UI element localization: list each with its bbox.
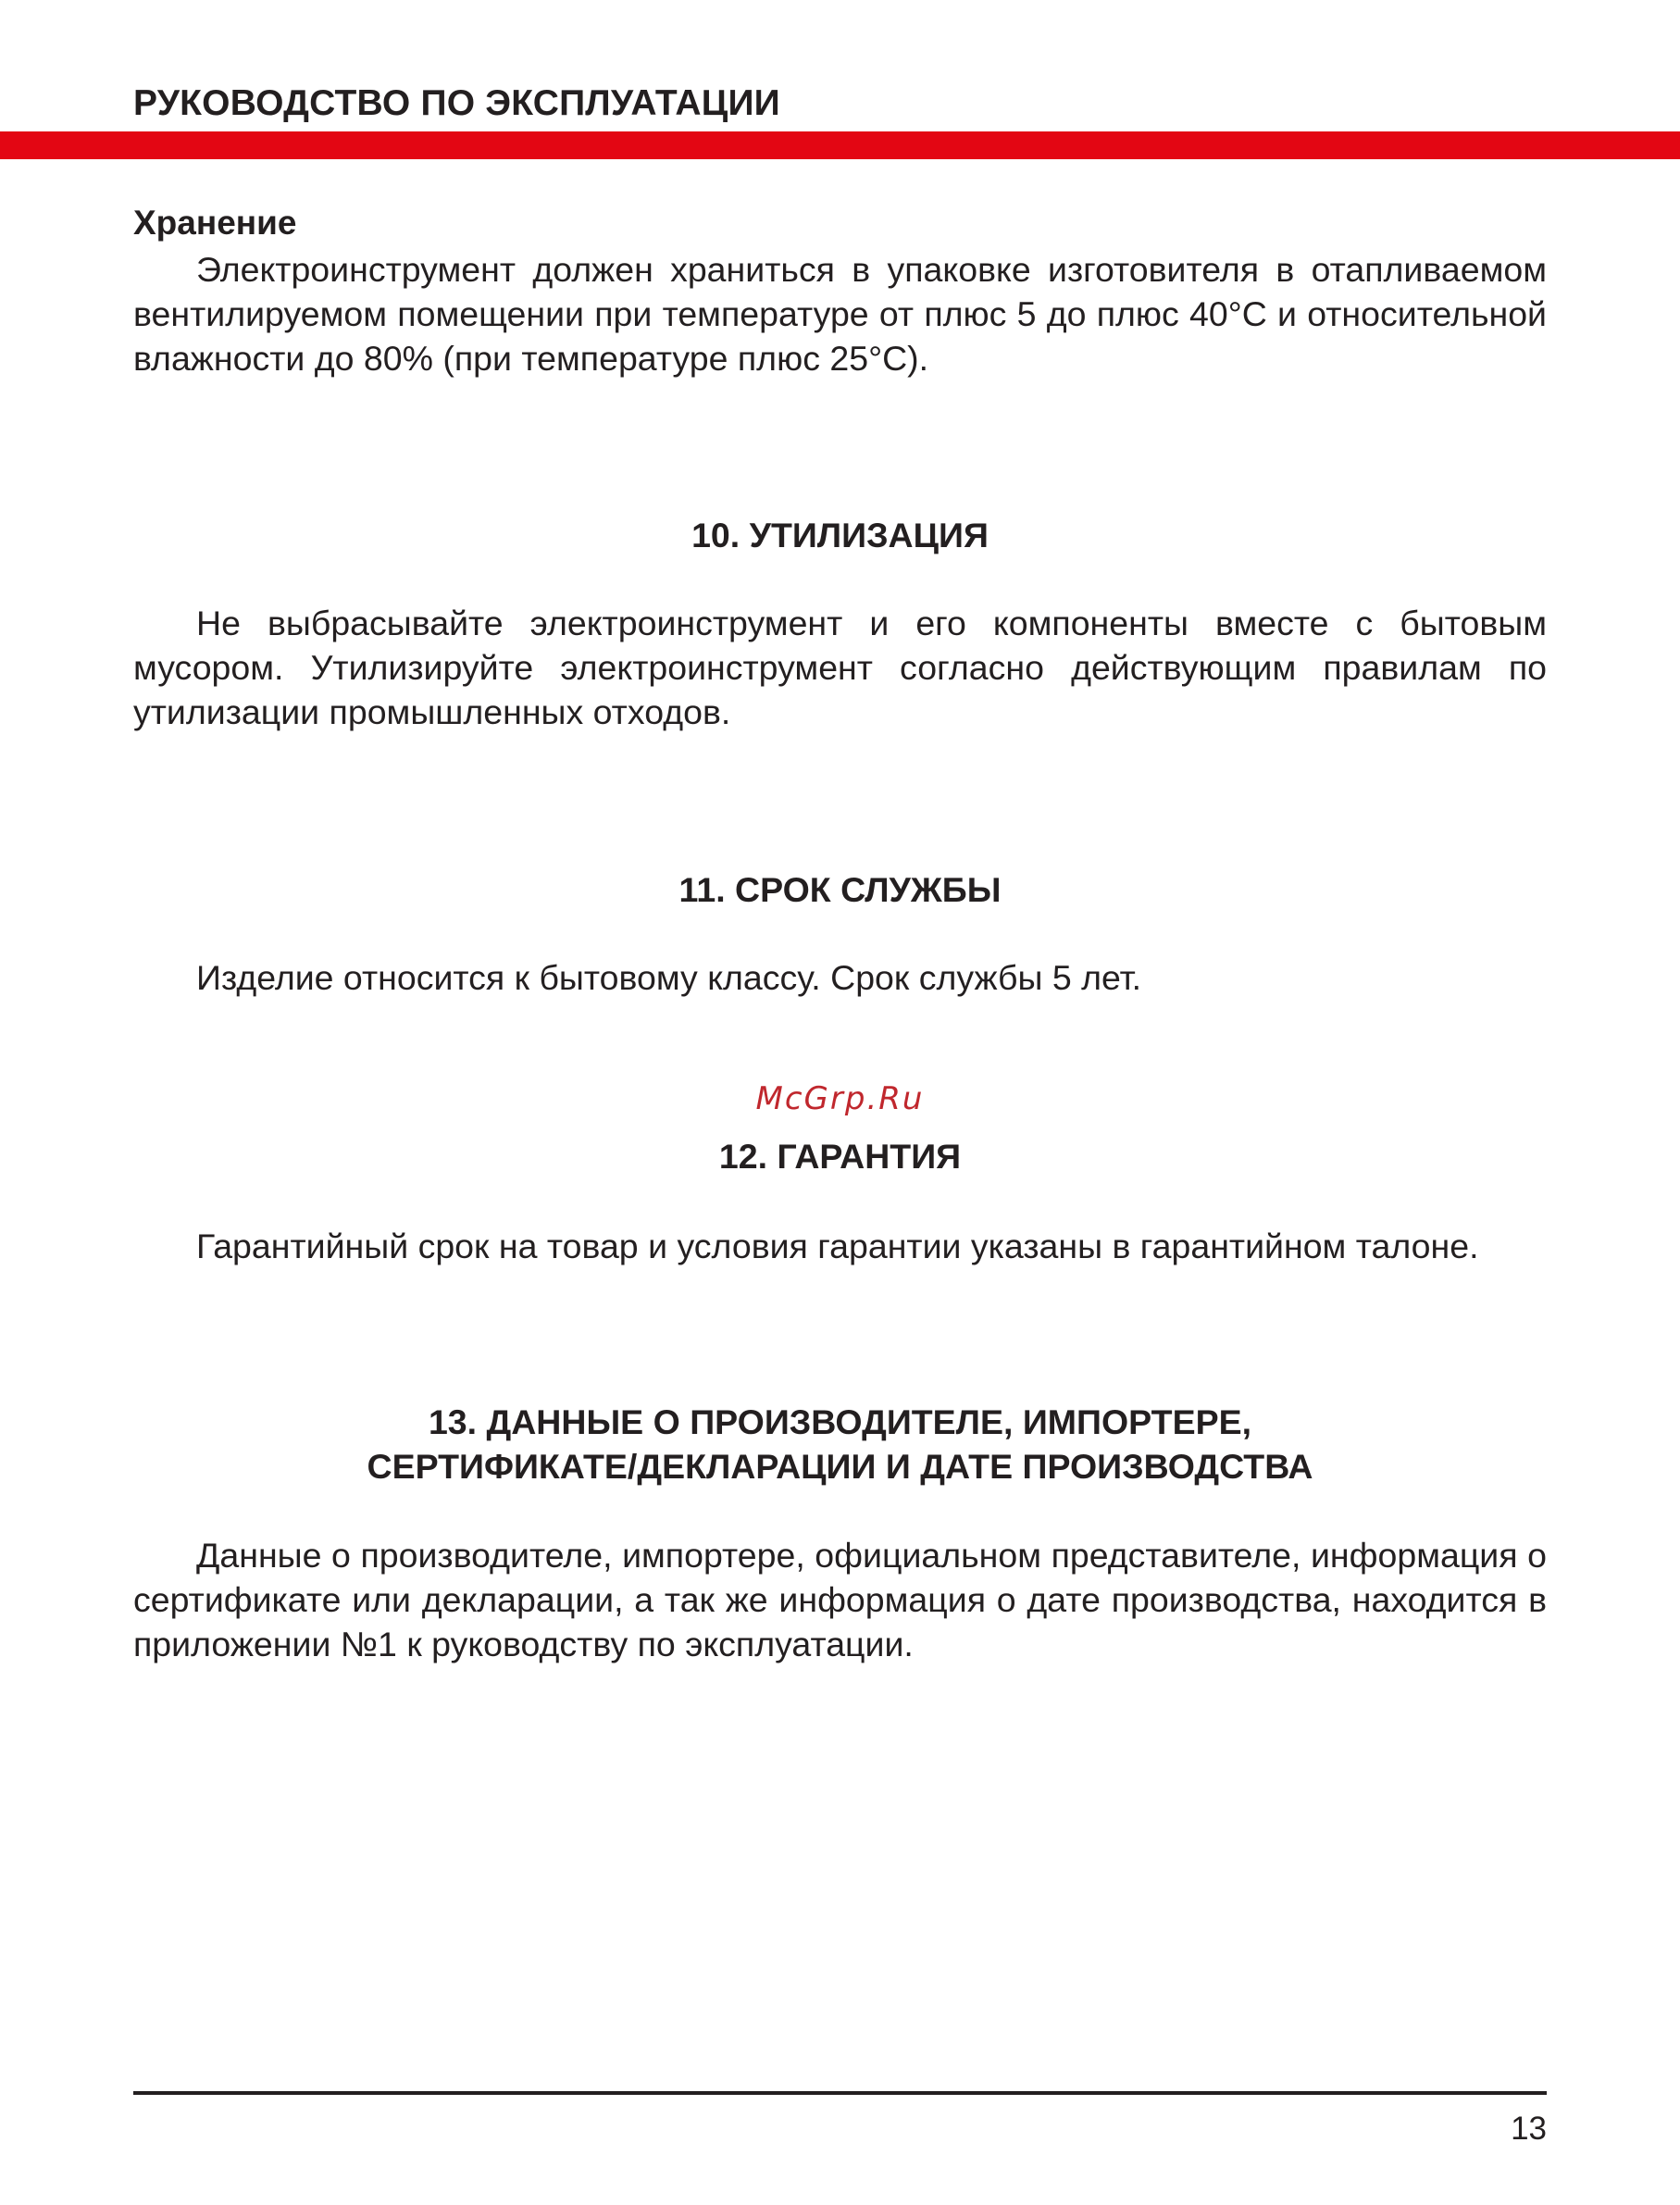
section-title-manufacturer-line1: 13. ДАННЫЕ О ПРОИЗВОДИТЕЛЕ, ИМПОРТЕРЕ, bbox=[428, 1402, 1252, 1441]
storage-heading: Хранение bbox=[133, 204, 297, 242]
manufacturer-paragraph: Данные о производителе, импортере, официальном представителе, информация о сертификате или декларации, а так же информация о дате производства, находится в приложении №1 к руководству по эксплуатации. bbox=[133, 1536, 1547, 1663]
warranty-paragraph: Гарантийный срок на товар и условия гарантии указаны в гарантийном талоне. bbox=[196, 1227, 1479, 1265]
disposal-paragraph: Не выбрасывайте электроинструмент и его компоненты вместе с бытовым мусором. Утилизируйте электроинструмент согласно действующим правилам по утилизации промышленных отходов. bbox=[133, 604, 1547, 731]
storage-paragraph: Электроинструмент должен храниться в упаковке изготовителя в отапливаемом вентилируемом помещении при температуре от плюс 5 до плюс 40°С и относительной влажности до 80% (при температуре плюс 25°С). bbox=[133, 250, 1547, 378]
section-title-service-life: 11. СРОК СЛУЖБЫ bbox=[678, 870, 1002, 909]
service-life-paragraph: Изделие относится к бытовому классу. Срок службы 5 лет. bbox=[196, 958, 1142, 997]
watermark-link[interactable]: McGrp.Ru bbox=[755, 1080, 925, 1117]
footer-divider bbox=[133, 2091, 1547, 2095]
page-number: 13 bbox=[1511, 2111, 1547, 2147]
header-red-bar bbox=[0, 131, 1680, 159]
section-title-manufacturer-line2: СЕРТИФИКАТЕ/ДЕКЛАРАЦИИ И ДАТЕ ПРОИЗВОДСТВА bbox=[367, 1447, 1313, 1486]
page-header-title: РУКОВОДСТВО ПО ЭКСПЛУАТАЦИИ bbox=[133, 83, 780, 123]
section-title-warranty: 12. ГАРАНТИЯ bbox=[718, 1137, 962, 1176]
section-title-disposal: 10. УТИЛИЗАЦИЯ bbox=[691, 516, 989, 554]
